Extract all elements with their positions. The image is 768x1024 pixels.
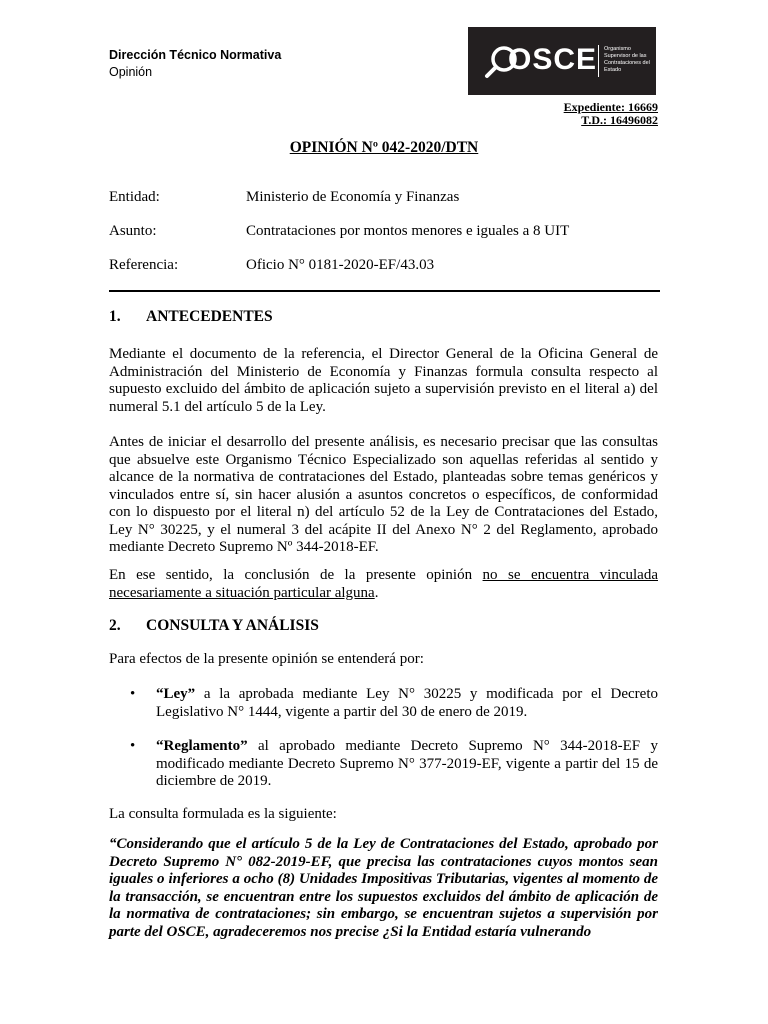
definition-text: a la aprobada mediante Ley N° 30225 y modificada por el Decreto Legislativo N° 1444, vigente a partir del 30 de enero de 2019. xyxy=(156,686,658,720)
meta-value: Ministerio de Economía y Finanzas xyxy=(246,189,460,205)
section-2-heading xyxy=(109,617,319,635)
definitions-intro: Para efectos de la presente opinión se entenderá por: xyxy=(109,651,424,667)
paragraph-text: En ese sentido, la conclusión de la presente opinión xyxy=(109,567,483,583)
definition-term: “Reglamento” xyxy=(156,738,248,754)
meta-value: Oficio N° 0181-2020-EF/43.03 xyxy=(246,257,435,273)
osce-logo xyxy=(468,27,656,95)
file-reference xyxy=(564,101,658,127)
bullet-icon: • xyxy=(130,738,136,754)
section-1-heading xyxy=(109,308,273,326)
definition-item xyxy=(130,686,658,721)
meta-key: Referencia: xyxy=(109,257,179,273)
underlined-text: no se encuentra vinculada necesariamente a situación particular alguna xyxy=(109,567,658,601)
definition-item xyxy=(130,738,658,791)
bullet-icon: • xyxy=(130,686,136,702)
paragraph-text: . xyxy=(374,584,379,601)
logo-subtext: Organismo Supervisor de las Contrataciones del Estado xyxy=(604,46,650,73)
consulta-quote: “Considerando que el artículo 5 de la Ley de Contrataciones del Estado, aprobado por Decreto Supremo N° 082-2019-EF, que precisa las contrataciones cuyos montos sean iguales o inferiores a ocho (8) Unidades Impositivas Tributarias, vigentes al momento de la transacción, se encuentran entre los supuestos excluidos del ámbito de aplicación de la normativa de contrataciones; sin embargo, se encuentran sujetos a supervisión por parte del OSCE, agradeceremos nos precise ¿Si la Entidad estaría vulnerando xyxy=(109,836,658,940)
definition-term: “Ley” xyxy=(156,686,196,702)
section-number: 1. xyxy=(109,308,121,325)
section-title: CONSULTA Y ANÁLISIS xyxy=(146,617,319,634)
document-type: Opinión xyxy=(109,65,153,79)
td-number: T.D.: 16496082 xyxy=(581,113,658,127)
document-header xyxy=(109,47,281,81)
opinion-title: OPINIÓN Nº 042-2020/DTN xyxy=(289,139,479,156)
section-title: ANTECEDENTES xyxy=(146,308,273,325)
logo-wordmark: OSCE xyxy=(508,43,598,76)
paragraph-antecedentes-3 xyxy=(109,567,658,602)
paragraph-antecedentes-2: Antes de iniciar el desarrollo del presente análisis, es necesario precisar que las consultas que absuelve este Organismo Técnico Especializado son aquellas referidas al sentido y alcance de la normativa de contrataciones del Estado, planteadas sobre temas genéricos y vinculados entre sí, sin hacer alusión a asuntos concretos o específicos, de conformidad con lo dispuesto por el literal n) del artículo 52 de la Ley de Contrataciones del Estado, Ley N° 30225, y el numeral 3 del acápite II del Anexo N° 2 del Reglamento, aprobado mediante Decreto Supremo Nº 344-2018-EF. xyxy=(109,434,658,555)
expediente-number: Expediente: 16669 xyxy=(563,100,658,114)
definition-text: al aprobado mediante Decreto Supremo N° 344-2018-EF y modificado mediante Decreto Supremo N° 377-2019-EF, vigente a partir del 15 de diciembre de 2019. xyxy=(156,738,658,789)
header-divider xyxy=(109,290,660,292)
meta-value: Contrataciones por montos menores e iguales a 8 UIT xyxy=(246,223,570,239)
meta-key: Entidad: xyxy=(109,189,160,205)
logo-divider xyxy=(598,45,599,77)
section-number: 2. xyxy=(109,617,121,634)
department-name: Dirección Técnico Normativa xyxy=(109,48,282,62)
consulta-intro: La consulta formulada es la siguiente: xyxy=(109,806,337,822)
meta-key: Asunto: xyxy=(109,223,157,239)
paragraph-antecedentes-1: Mediante el documento de la referencia, el Director General de la Oficina General de Administración del Ministerio de Economía y Finanzas formula consulta respecto al supuesto excluido del ámbito de aplicación sujeto a supervisión previsto en el literal a) del numeral 5.1 del artículo 5 de la Ley. xyxy=(109,346,658,415)
